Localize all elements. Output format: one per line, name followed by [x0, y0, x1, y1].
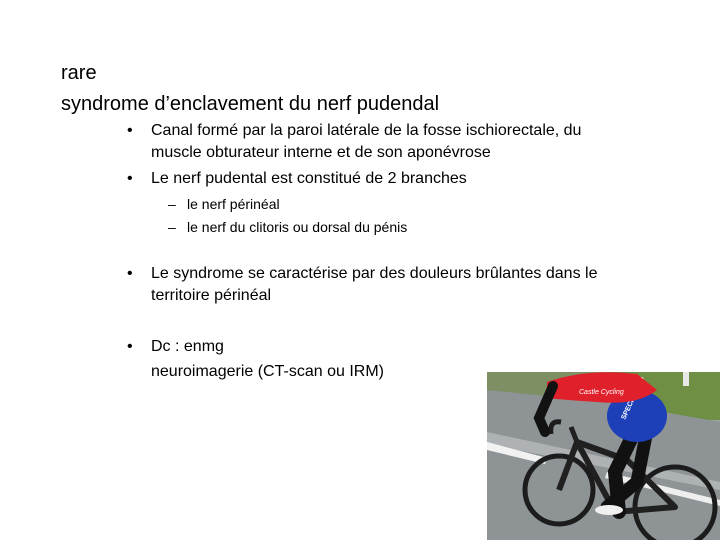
- bullet-line: Le syndrome se caractérise par des douleurs brûlantes dans le: [151, 265, 598, 282]
- bullet-marker: •: [127, 122, 133, 139]
- bullet-line: muscle obturateur interne et de son aponévrose: [151, 144, 491, 161]
- cyclist-illustration: [487, 372, 720, 540]
- sub-bullet-marker: –: [168, 219, 176, 235]
- sub-bullet-marker: –: [168, 196, 176, 212]
- bullet-nerf-pudental: [127, 168, 670, 190]
- bullet-marker: •: [127, 338, 133, 355]
- bullet-marker: •: [127, 170, 133, 187]
- bullet-line: territoire périnéal: [151, 287, 272, 304]
- bullet-line: neuroimagerie (CT-scan ou IRM): [151, 363, 384, 380]
- sub-bullet-text: le nerf périnéal: [187, 196, 280, 212]
- bullet-marker: •: [127, 265, 133, 282]
- title-line-syndrome: syndrome d’enclavement du nerf pudendal: [61, 93, 440, 115]
- bullet-line: Dc : enmg: [151, 338, 224, 355]
- jersey-text: Castle Cycling: [579, 389, 624, 396]
- title-line-rare: rare: [61, 62, 97, 84]
- bullet-line: Canal formé par la paroi latérale de la fosse ischiorectale, du: [151, 122, 582, 139]
- cycling-shoe: [595, 505, 623, 515]
- slide-title: [61, 58, 439, 120]
- bullet-canal: [127, 120, 670, 164]
- cyclist-photo: [487, 372, 720, 540]
- fence-post: [683, 372, 689, 386]
- sub-bullet-perineal: [168, 193, 280, 215]
- bullet-syndrome: [127, 263, 670, 307]
- sub-bullet-text: le nerf du clitoris ou dorsal du pénis: [187, 219, 408, 235]
- sub-bullet-clitoris: [168, 216, 407, 238]
- bullet-line: Le nerf pudental est constitué de 2 branches: [151, 170, 467, 187]
